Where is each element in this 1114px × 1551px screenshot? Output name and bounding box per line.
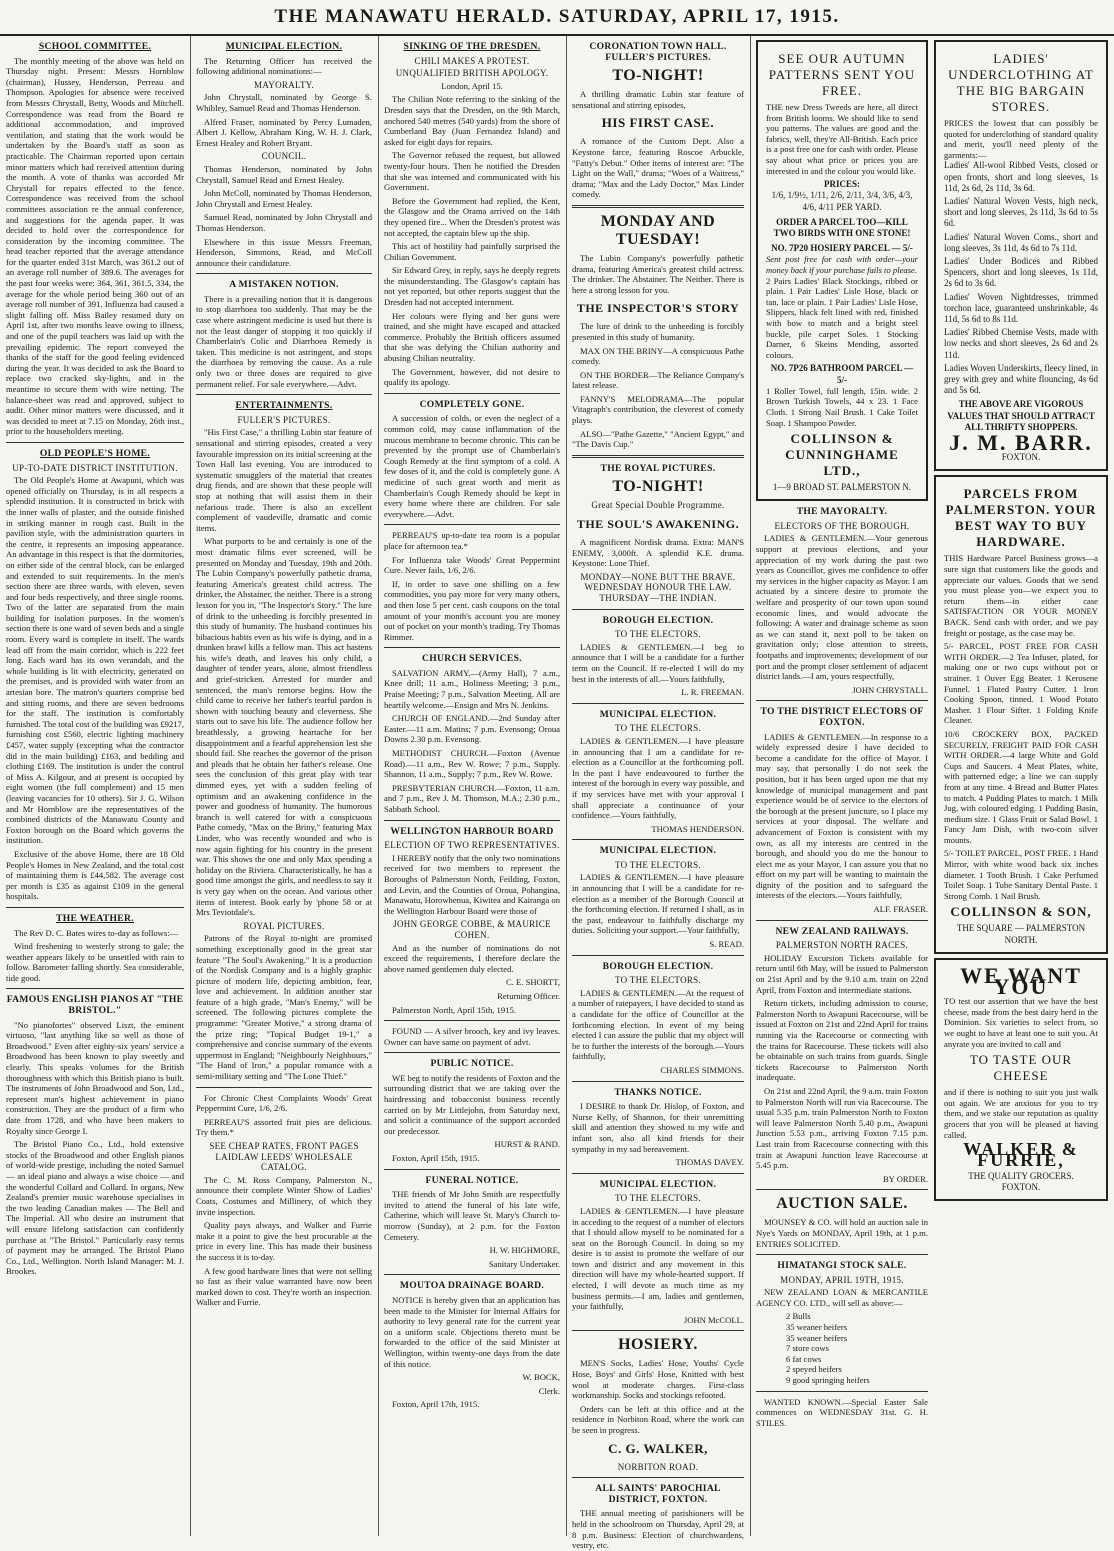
notice-signature: JOHN CHRYSTALL.: [852, 684, 928, 695]
advert-text: PRICES the lowest that can possibly be quoted for underclothing of standard quality and merit, you'll need plenty of the garments:—: [944, 118, 1098, 160]
list-item: 6 fat cows: [786, 1353, 822, 1364]
article-subheading: UNQUALIFIED BRITISH APOLOGY.: [395, 68, 549, 79]
notice-signature: Clerk.: [538, 1385, 560, 1396]
column-5: [756, 36, 928, 1536]
article-text: John McColl, nominated by Thomas Henderson, John Chrystall and Ernest Healey.: [196, 188, 372, 209]
stock-list: [756, 1311, 928, 1385]
advert-subheading: THE QUALITY GROCERS.: [968, 1170, 1074, 1181]
column-rule: [566, 36, 567, 1536]
masthead: THE MANAWATU HERALD. SATURDAY, APRIL 17, 1915.: [0, 0, 1114, 36]
advert-text: THE new Dress Tweeds are here, all direct from British looms. We should like to send you patterns. The values are good and the fabrics, well, they're All-British. Each price is a post free one for cash with order. Please say about what price or prices you are interested in and the colour you would like.: [766, 102, 918, 176]
advert-text: Orders can be left at this office and at the residence in Norbiton Road, where the work can be seen in progress.: [572, 1403, 744, 1435]
article-text: The Governor refused the request, but allowed twenty-four hours. Then he notified the Dresden that she was interned and communicated with his Government.: [384, 150, 560, 193]
article-text: The Bristol Piano Co., Ltd., hold extensive stocks of the Broadwood and other English pianos of world-wide prestige, including the noted Samuel — an ideal piano and always a wise choice — and the wonderful Collard and Collard. In organs, New Zealand's premier music warehouse specialises in the two leading Canadian makes — The Bell and The Imperial. All who desire an instrument that will ensure lifelong satisfaction can confidently purchase at "The Bristol." Particularly easy terms of payment may be arranged. The Bristol Piano Co., Ltd., Wellington. North Island Manager: M. J. Brookes.: [6, 1139, 184, 1277]
notice-heading: PUBLIC NOTICE.: [430, 1058, 514, 1070]
advert-text: and if there is nothing to suit you just walk out again. We are anxious for you to try them, and we stake our reputation as quality grocers that you will be pleased at having called.: [944, 1087, 1098, 1140]
notice-text: Return tickets, including admission to course, Palmerston North to Awapuni Racecourse, will be issued at Foxton on 21st and 22nd April for trains running via the Racecourse or connecting with the trains for Racecourse. These tickets will also be obtainable on such trains from guards. Single tickets Racecourse to Palmerston North inadequate.: [756, 998, 928, 1083]
advert-text: 1 Roller Towel, full length, 15in. wide. 2 Brown Turkish Towels, 44 x 23. 1 Face Cloth. 1 Strong Nail Brush. 1 Cake Toilet Soap. 1 Shampoo Powder.: [766, 385, 918, 428]
article-text: "No pianofortes" observed Liszt, the eminent virtuoso, "last anything like so well as those of Broadwood." Even after eighty-six years' service a Broadwood has been known to play sweetly and clearly. This speaks volumes for the British thoroughness with which this British piano is built. The instruments of John Broadwood and Son, Ltd., represent man's highest achievement in piano construction. They are the product of a firm who date from 1728, and who have been makers to Royalty since George I.: [6, 1019, 184, 1136]
list-item: Ladies' Ribbed Chemise Vests, made with low necks and short sleeves, 2s 6d and 2s 11d.: [944, 327, 1098, 360]
advert-text: MOUNSEY & CO. will hold an auction sale in Nye's Yards on MONDAY, April 19th, at 1 p.m. ENTRIES SOLICITED.: [756, 1217, 928, 1249]
advert-text: PERREAU'S assorted fruit pies are delicious. Try them.*: [196, 1116, 372, 1138]
notice-signature: CHARLES SIMMONS.: [660, 1064, 744, 1075]
article-text: The Government, however, did not desire to qualify its apology.: [384, 366, 560, 388]
article-text: A few good hardware lines that were not selling so fast as their value warranted have now been marked down to cost. They're worth an inspection. Walker and Furrie.: [196, 1265, 372, 1308]
article-text: A succession of colds, or even the neglect of a common cold, may cause inflammation of the mucous membrane to become chronic. This can be prevented by the prompt use of Chamberlain's Cough Remedy at the first symptom of a cold. A few doses of it, and the cold is completely gone. A medicine of such great worth and merit as Chamberlain's Cough Remedy should be kept in every home where there are children. For sale everywhere.—Advt.: [384, 413, 560, 519]
notice-subheading: TO THE ELECTORS.: [614, 859, 702, 870]
list-item: 9 good springing heifers: [786, 1375, 870, 1386]
article-heading: THE WEATHER.: [56, 912, 134, 924]
article-heading: FAMOUS ENGLISH PIANOS AT "THE BRISTOL.": [6, 994, 184, 1017]
notice-text: NOTICE is hereby given that an application has been made to the Minister for Internal Affairs for authority to levy general rate for the current year on a uniform scale. Objections thereto must be forwarded to the office of the said Minister at Wellington, within twenty-one days from the date of this notice.: [384, 1294, 560, 1369]
advert-address: FOXTON.: [1001, 1181, 1041, 1192]
advert-headline: PARCELS FROM PALMERSTON. YOUR BEST WAY TO BUY HARDWARE.: [945, 486, 1097, 550]
dateline: London, April 15.: [441, 80, 503, 91]
article-text: METHODIST CHURCH.—Foxton (Avenue Road).—11 a.m., Rev W. Rowe; 7 p.m., Supply. Shannon, 11 a.m., Supply; 7 p.m., Rev W. Rowe.: [384, 748, 560, 780]
notice-heading: MUNICIPAL ELECTION.: [599, 708, 717, 720]
advert-headline: HOSIERY.: [618, 1336, 698, 1354]
notice-text: LADIES & GENTLEMEN.—I have pleasure in announcing that I will be a candidate for re-election as a member of the Borough Council at the forthcoming election. If returned I shall, as in the past, endeavour to faithfully discharge my duties. Soliciting your support.—Your faithfully,: [572, 872, 744, 936]
article-text: Quality pays always, and Walker and Furrie make it a point to give the best procurable at the price in every line. This has made their business the success it is to-day.: [196, 1220, 372, 1262]
advert-tagline: THE ABOVE ARE VIGOROUS VALUES THAT SHOULD ATTRACT ALL THRIFTY SHOPPERS.: [947, 399, 1095, 432]
notice-subheading: PALMERSTON NORTH RACES.: [775, 940, 909, 951]
advert-heading: SEE CHEAP RATES, FRONT PAGES LAIDLAW LEEDS' WHOLESALE CATALOG.: [209, 1141, 359, 1173]
notice-text: THE friends of Mr John Smith are respectfully invited to attend the funeral of his late wife, Catherine, which will leave St. Mary's Church to-morrow (Sunday), at 2 p.m. for the Foxton Cemetery.: [384, 1189, 560, 1242]
notice-text: WANTED KNOWN.—Special Easter Sale commences on WEDNESDAY 31st. G. H. STILES.: [756, 1396, 928, 1428]
advert-text: 2 Pairs Ladies' Black Stockings, ribbed or plain. 1 Pair Ladies' Lisle Hose, black or tan, lace or plain. 1 Pair Ladies' Lisle Hose, Slippers, black felt lined with red, finished with bow to match and a bright steel buckle, pile carpet Soles. 1 Stocking Darner, 6 Skeins Mending, assorted colours.: [766, 275, 918, 360]
article-text: John Chrystall, nominated by George S. Whibley, Samuel Read and Thomas Henderson.: [196, 92, 372, 113]
notice-signature: JOHN McCOLL.: [683, 1314, 744, 1325]
advert-address: THE SQUARE — PALMERSTON NORTH.: [956, 923, 1086, 945]
advert-text: ON THE BORDER—The Reliance Company's latest release.: [572, 369, 744, 391]
article-subheading: FULLER'S PICTURES.: [237, 414, 331, 425]
notice-signature: BY ORDER.: [882, 1173, 928, 1184]
notice-signature: L. R. FREEMAN.: [681, 687, 744, 698]
notice-text: WE beg to notify the residents of Foxton and the surrounding district that we are taking over the hairdressing and tobacconist business recently carried on by Mr Littlejohn, from Saturday next, and solicit a continuance of the support accorded our predecessor.: [384, 1072, 560, 1136]
ladies-underclothing-advert: [934, 40, 1108, 471]
notice-text: FOUND — A silver brooch, key and ivy leaves. Owner can have same on payment of advt.: [384, 1026, 560, 1047]
advert-text: Sent post free for cash with order—your money back if your purchase fails to please.: [766, 254, 918, 275]
advert-text: A thrilling dramatic Lubin star feature of sensational and stirring episodes,: [572, 89, 744, 110]
notice-subheading: TO THE ELECTORS.: [614, 1193, 702, 1204]
notice-signature: W. BOCK,: [522, 1372, 560, 1383]
notice-text: LADIES & GENTLEMEN.—Your generous support at previous elections, and your appreciation of my work during the past two years as Councillor, gives me confidence to offer my services in the higher capacity as Mayor. I am actuated by a sincere desire to promote the welfare and prosperity of our town upon sound economic lines, and would advocate the following: A water and drainage scheme as soon as we can stand it, next poll to be taken on gravitation only; close attention to streets, footpaths and improvements; development of our port and the prompt closer settlement of adjacent district lands.—I am, yours respectfully,: [756, 533, 928, 682]
notice-subheading: TO THE ELECTORS.: [614, 723, 702, 734]
advert-headline: WE WANT YOU: [960, 962, 1082, 1000]
list-item: 2 Bulls: [786, 1311, 811, 1322]
notice-heading: THANKS NOTICE.: [614, 1086, 702, 1098]
advert-name: J. M. BARR.: [949, 430, 1093, 456]
notice-signature: H. W. HIGHMORE,: [489, 1245, 560, 1256]
advert-name: C. G. WALKER,: [608, 1440, 708, 1456]
advert-text: The Lubin Company's powerfully pathetic drama, featuring America's greatest child actress. The drinker. The Abstainer. The Neither. There is here a strong lesson for you.: [572, 252, 744, 295]
advert-name: COLLINSON & CUNNINGHAME LTD.,: [785, 431, 899, 479]
advert-text: MONDAY—NONE BUT THE BRAVE. WEDNESDAY HONOUR THE LAW. THURSDAY—THE INDIAN.: [580, 571, 736, 603]
article-heading: SCHOOL COMMITTEE.: [38, 41, 152, 52]
article-subheading: COUNCIL.: [261, 151, 307, 162]
column-1: [6, 36, 184, 1536]
article-heading: SINKING OF THE DRESDEN.: [403, 41, 541, 52]
list-item: Ladies' Woven Nightdresses, trimmed torchon lace, guaranteed unshrinkable, 4s 11d, 5s 6d to 8s 11d.: [944, 291, 1098, 325]
notice-signature: ALF. FRASER.: [873, 904, 928, 915]
advert-headline: LADIES' UNDERCLOTHING AT THE BIG BARGAIN STORES.: [948, 51, 1094, 114]
advert-text: For Chronic Chest Complaints Woods' Great Peppermint Cure, 1/6, 2/6.: [196, 1092, 372, 1114]
advert-address: FOXTON.: [1001, 452, 1041, 463]
notice-names: JOHN GEORGE COBBE, & MAURICE COHEN.: [393, 919, 551, 940]
advert-headline: TO TASTE OUR CHEESE: [969, 1052, 1073, 1084]
article-text: CHURCH OF ENGLAND.—2nd Sunday after Easter.—11 a.m. Matins; 7 p.m. Evensong; Oroua Downs 2.30 p.m. Evensong.: [384, 713, 560, 745]
article-subheading: MAYORALTY.: [254, 79, 314, 90]
notice-subheading: TO THE ELECTORS.: [614, 975, 702, 986]
column-4: [572, 36, 744, 1551]
article-subheading: ROYAL PICTURES.: [243, 920, 325, 931]
advert-address: NORBITON ROAD.: [617, 1461, 699, 1472]
advert-text: A romance of the Custom Dept. Also a Keystone farce, featuring Roscoe Arbuckle, "Fatty's Debut." Other items of interest are: "The Light on the Wall," drama; "Woes of a Waitress," drama; "Max and the Lady Doctor," Max Linder comedy.: [572, 136, 744, 200]
article-heading: OLD PEOPLE'S HOME.: [39, 447, 151, 459]
advert-text: MAX ON THE BRINY—A conspicuous Pathe comedy.: [572, 345, 744, 367]
advert-text: THIS Hardware Parcel Business grows—a sure sign that customers like the goods and appreciate our values. Goods that we send you must please you—we expect you to return them—in either case SATISFACTION OR YOUR MONEY BACK. Send cash with order, and we pay freight or postage, as the case may be.: [944, 553, 1098, 638]
list-item: 2 speyed heifers: [786, 1364, 842, 1375]
article-text: Wind freshening to westerly strong to gale; the weather appears likely to be unsettled with rain to follow. Barometer falling shortly. Sea considerable, tide good.: [6, 941, 184, 983]
notice-date: Foxton, April 17th, 1915.: [392, 1399, 480, 1410]
article-text: The C. M. Ross Company, Palmerston N., announce their complete Winter Show of Ladies' Coats, Costumes and Millinery, of which they invite inspection.: [196, 1174, 372, 1217]
notice-text: HOLIDAY Excursion Tickets available for return until 6th May, will be issued to Palmerston on 21st April and by the 9.10 a.m. train on 22nd April, from Foxton and intermediate stations.: [756, 952, 928, 995]
list-item: Ladies' All-wool Ribbed Vests, closed or open fronts, short and long sleeves, 1s 11d, 2s 6d, 2s 11d, 3s 6d.: [944, 160, 1098, 193]
prices-list: 1/6, 1/9½, 1/11, 2/6, 2/11, 3/4, 3/6, 4/3, 4/6, 4/11 PER YARD.: [771, 190, 913, 212]
advert-text: MEN'S Socks, Ladies' Hose, Youths' Cycle Hose, Boys' and Girls' Hose, Knitted with best wool at moderate charges. First-class workmanship. Socks and stockings refooted.: [572, 1358, 744, 1401]
advert-subheading: Great Special Double Programme.: [591, 500, 725, 511]
column-3: [384, 36, 560, 1536]
notice-subheading: ELECTION OF TWO REPRESENTATIVES.: [384, 840, 560, 851]
notice-text: LADIES & GENTLEMEN.—I beg to announce that I will be a candidate for a further term on the Council. If re-elected I will do my best in the interests of all.—Yours faithfully,: [572, 641, 744, 684]
column-6: [934, 36, 1108, 1536]
prices-label: PRICES:: [823, 179, 860, 190]
advert-text: ALSO—"Pathe Gazette," "Ancient Egypt," and "The Davis Cup.": [572, 428, 744, 450]
notice-heading: NEW ZEALAND RAILWAYS.: [775, 925, 909, 937]
advert-headline: THE INSPECTOR'S STORY: [576, 301, 740, 316]
article-text: Patrons of the Royal to-night are promised something exceptionally good in the great star feature "The Soul's Awakening." It is a production of the Nordisk Company and is a highly graphic picture of modern life, depicting ambition, fear, love and achievement. In addition another star feature of a high grade, "Man's Enemy," will be screened. The following pictures complete the programme: "Greater Motive," a strong drama of the prize ring; "Topical Budget 19-1," a comprehensive and concise summary of the events uppermost in England; "Neighbourly Neighbours," "The Hand of Iron," a popular romance with a semi-military setting and "The Lone Thief.": [196, 933, 372, 1082]
notice-text: LADIES & GENTLEMEN.—I have pleasure in acceding to the request of a number of electors that I should allow myself to be nominated for a seat on the Borough Council. In doing so my desire is to assist to promote the welfare of our town and district and any movement in this direction will have my whole-hearted support. If elected, I will devote as much time as my business permits.—I am, ladies and gentlemen, your faithfully,: [572, 1205, 744, 1312]
spacer: [572, 36, 573, 37]
article-text: What purports to be and certainly is one of the most dramatic films ever screened, will be presented on Monday and Tuesday, 19th and 20th. The Lubin Company's powerfully pathetic drama, featuring America's greatest child actress. The drinker, the Abstainer, the neither. There is a strong lesson for you in, "The Inspector's Story." The lure of drink to the unheeding is forcibly presented in this study of humanity. The husband continues his bibacious habits even as his wife is dying, and in a drunken brawl kills a fellow man. This act hastens his wife's death, and leaves his only child, a daughter of tender years, alone, almost friendless and grief-stricken. Arrested for murder and sentenced, the man's remorse begins. How the child came to receive her father's tearful pardon is shown with touching beauty and cleverness. She starts out to save his life. The audience follow her breathlessly, a growing heartache for her disappointment and a fearful apprehension lest she should fail. She reaches the governor of the prison and pleads that he obtain her father's release. One sees the conclusion of this great play with tear dimmed eyes, yet with a sudden feeling of optimism and an awakening confidence in the power and goodness of humanity. The humorous branch is well catered for with a conspicuous Pathe comedy, "Max on the Briny," featuring Max Linder, who was recently wounded and who is now again fighting for his country in the present war. This shows the one and only Max spending a holiday on the Riviera. Characteristically, he has a good time amongst the girls, and needless to say it is very gay when on the ocean. And various other items of interest. Book early by 'phone 58 or at Mrs Teviotdale's.: [196, 536, 372, 918]
advert-heading: CORONATION TOWN HALL. FULLER'S PICTURES.: [589, 41, 727, 63]
advert-text: If, in order to save one shilling on a few commodities, you pay more for very many others, and then lose 5 per cent. cash coupons on the total amount of your month's account you are money out of pocket on your month's trading. Try Thomas Rimmer.: [384, 578, 560, 642]
article-text: Samuel Read, nominated by John Chrystall and Thomas Henderson.: [196, 212, 372, 233]
notice-text: NEW ZEALAND LOAN & MERCANTILE AGENCY CO. LTD., will sell as above:—: [756, 1287, 928, 1308]
advert-heading: THE ROYAL PICTURES.: [600, 462, 716, 474]
list-item: Ladies' Natural Woven Coms., short and long sleeves, 3s 11d, 4s 6d to 7s 11d.: [944, 231, 1098, 253]
notice-heading: BOROUGH ELECTION.: [602, 614, 714, 626]
notice-subheading: TO THE ELECTORS.: [614, 629, 702, 640]
notice-date: Foxton, April 15th, 1915.: [392, 1153, 480, 1164]
column-rule: [378, 36, 379, 1536]
advert-text: 5/- TOILET PARCEL, POST FREE. 1 Hand Mirror, with white wood back six inches diameter. 1 Tooth Brush. 1 Cake Perfumed Toilet Soap. 1 Tube Sanitary Dental Paste. 1 Strong Comb. 1 Nail Brush.: [944, 848, 1098, 901]
advert-address: 1—9 BROAD ST. PALMERSTON N.: [772, 482, 912, 493]
article-subheading: UP-TO-DATE DISTRICT INSTITUTION.: [12, 462, 178, 473]
advert-text: A magnificent Nordisk drama. Extra: MAN'S ENEMY, 3,000ft. A splendid K.E. drama. Keystone: Lone Thief.: [572, 537, 744, 569]
article-text: This act of hostility had painfully surprised the Chilian Government.: [384, 241, 560, 262]
advert-text: For Influenza take Woods' Great Peppermint Cure. Never fails, 1/6, 2/6.: [384, 554, 560, 576]
column-2: [196, 36, 372, 1536]
advert-headline: HIS FIRST CASE.: [601, 115, 715, 131]
notice-heading: MOUTOA DRAINAGE BOARD.: [399, 1280, 545, 1292]
article-text: The Returning Officer has received the following additional nominations:—: [196, 55, 372, 77]
notice-heading: MUNICIPAL ELECTION.: [599, 845, 717, 857]
advert-name: COLLINSON & SON,: [950, 904, 1092, 920]
advert-headline: TO-NIGHT!: [612, 478, 704, 496]
article-heading: CHURCH SERVICES.: [422, 653, 522, 665]
notice-heading: BOROUGH ELECTION.: [602, 960, 714, 972]
article-heading: A MISTAKEN NOTION.: [229, 279, 339, 291]
article-text: The Chilian Note referring to the sinking of the Dresden says that the Dresden, on the 9th March, anchored 540 metres (540 yards) from the shore of Cumberland Bay (Juan Fernandez Island) and asked for eight days for repairs.: [384, 94, 560, 147]
article-text: Alfred Fraser, nominated by Percy Lumaden, Albert J. Kellow, Abraham King, W. H. J. Clark, Ernest Healey and Robert Bryant.: [196, 116, 372, 148]
cheese-advert: [934, 958, 1108, 1201]
advert-name: WALKER & FURRIE,: [963, 1139, 1079, 1171]
notice-heading: THE MAYORALTY.: [796, 506, 888, 518]
list-item: Ladies Woven Underskirts, fleecy lined, in grey with grey and white flouncing, 4s 6d and 5s 6d.: [944, 362, 1098, 396]
hardware-parcels-advert: [934, 475, 1108, 953]
article-text: Sir Edward Grey, in reply, says he deeply regrets the misunderstanding. The Glasgow's captain has not yet reported, but other reports suggest that the Dresden had not accepted internment.: [384, 265, 560, 308]
notice-text: THE annual meeting of parishioners will be held in the schoolroom on Thursday, April 29, at 8 p.m. Business: Election of churchwardens, vestry, etc.: [572, 1508, 744, 1551]
notice-text: On 21st and 22nd April, the 9 a.m. train Foxton to Palmerston North will run via Racecourse. The usual 5.35 p.m. train Palmerston North to Foxton will leave Palmerston North 5.40 p.m., Awapuni Junction 5.53 p.m., arriving Foxton 7.15 p.m. Last train from Racecourse connecting with this train at Awapuni Junction leave Racecourse at 5.45 p.m.: [756, 1085, 928, 1171]
notice-signature: THOMAS DAVEY.: [675, 1157, 744, 1168]
article-text: Her colours were flying and her guns were trained, and she might have escaped and attacked commerce. Probably the British officers assumed that she was defying the Chilian authority and abusing Chilian neutrality.: [384, 310, 560, 364]
article-text: Exclusive of the above Home, there are 18 Old People's Homes in New Zealand, and the total cost of maintaining them is £44,582. The average cost per month is £35 as against £109 in the general hospitals.: [6, 848, 184, 902]
advert-headline: MONDAY AND TUESDAY!: [600, 212, 716, 248]
article-text: The monthly meeting of the above was held on Thursday night. Present: Messrs Hornblow (chairman), Hussey, Henderson, Perreau and Thompson. Apologies for absence were received from Messrs Chrystall, Betty, Woods and Mitchell. Correspondence was read from the Board re additional accommodation, and improved ventilation, and stating that the work would be undertaken by the Board's staff as soon as practicable. The Chairman reported upon certain minor matters which had received attention during the month. A vote of thanks was accorded Mr Chrystall for repairs effected to the fence. Correspondence was received from the school committees association re the annual conference, and suggestions for the agenda paper. It was decided to hold over the correspondence for consideration by the incoming committee. The head teacher reported that the average attendance for the quarter ended 31st March, was 361.2 out of an average roll number of 389.6. The averages for the past four weeks were: 364, 361, 361.5, 334, the average for the whole period being 360 out of an average roll number of 391. Influenza had caused a slight falling off. Miss Bailey resumed duty on April 1st, after two months leave owing to illness, and one of the pupil teachers was laid up with the prevailing epidemic. The report conveyed the thanks of the staff for the good feeling evidenced during the year. It was decided to ask the Board to replace two cracked sky-lights, and in the meantime to secure them with wire netting. The balance-sheet was read and approved, subject to audit. Other minor matters were discussed, and it was decided to meet at 7.15 on Monday, 26th inst., prior to the householders meeting.: [6, 55, 184, 437]
advert-text: FANNY'S MELODRAMA—The popular Vitagraph's contribution, the cleverest of comedy plays.: [572, 393, 744, 426]
list-item: 7 store cows: [786, 1343, 829, 1354]
article-text: "His First Case," a thrilling Lubin star feature of sensational and stirring episodes, created a very favourable impression on its initial screening at the Town Hall last evening. You are introduced to systematic smugglers of the material that creates drug fiends, and are shown that these people will stop at nothing that will assist them in their nefarious trade. There is also an excellent complement of vaudeville, dramatic and comic items.: [196, 427, 372, 533]
notice-signature: C. E. SHORTT,: [506, 977, 560, 988]
notice-heading: ALL SAINTS' PAROCHIAL DISTRICT, FOXTON.: [595, 1483, 721, 1505]
notice-text: LADIES & GENTLEMEN.—In response to a widely expressed desire I have decided to become a candidate for the office of Mayor. I may say, that personally I do not seek the position, but it has been urged upon me that my knowledge of municipal management and past experience would be of service to the electors of the borough at the present juncture, so I place my services at your disposal. The welfare and advancement of Foxton is consistent with my own, as all my interests are centred in the borough, and should you do me the honour to elect me as your Mayor, I can assure you that no effort on my part will be wanting to maintain the dignity of the position and to safeguard the interests of the electors.—Yours faithfully,: [756, 731, 928, 901]
list-item: Ladies' Under Bodices and Ribbed Spencers, short and long sleeves, 1s 11d, 2s 6d to 3s 6d.: [944, 256, 1098, 289]
autumn-patterns-advert: [756, 40, 928, 501]
article-text: Elsewhere in this issue Messrs Freeman, Henderson, Simmons, Read, and McColl announce their candidature.: [196, 236, 372, 268]
notice-text: I DESIRE to thank Dr. Hislop, of Foxton, and Nurse Kelly, of Shannon, for their unremitting skill and attention they showed to my wife and infant son, also all kind friends for their sympathy in my sad bereavement.: [572, 1101, 744, 1154]
article-text: SALVATION ARMY.—(Army Hall), 7 a.m., Knee drill; 11 a.m., Holiness Meeting; 3 p.m., Praise Meeting; 7 p.m., Salvation Meeting. All are heartily welcome.—Ensign and Mrs N. Jenkins.: [384, 667, 560, 710]
advert-text: ORDER A PARCEL TOO—KILL TWO BIRDS WITH ONE STONE!: [773, 216, 911, 238]
notice-heading: MUNICIPAL ELECTION.: [599, 1178, 717, 1190]
notice-signature: Sanitary Undertaker.: [488, 1258, 560, 1269]
notice-signature: Returning Officer.: [497, 990, 560, 1001]
notice-signature: S. READ.: [709, 939, 744, 950]
advert-text: TO test our assertion that we have the best cheese, made from the best dairy herd in the Dominion. Six varieties to select from, so we ought to have at least one to suit you. At anyrate you are invited to call and: [944, 996, 1098, 1049]
column-rule: [190, 36, 191, 1536]
notice-text: LADIES & GENTLEMEN.—I have pleasure in announcing that I am a candidate for re-election as a Councillor at the forthcoming poll. In the past I have endeavoured to further the interest of the borough in every way possible, and if my services have met with your approval I shall appreciate a continuance of your confidence.—Yours faithfully,: [572, 735, 744, 821]
article-text: The Rev D. C. Bates wires to-day as follows:—: [14, 927, 179, 938]
advert-text: The lure of drink to the unheeding is forcibly presented in this study of humanity.: [572, 321, 744, 342]
notice-signature: HURST & RAND.: [494, 1139, 560, 1150]
advert-headline: THE SOUL'S AWAKENING.: [576, 517, 740, 532]
notice-heading: FUNERAL NOTICE.: [425, 1174, 519, 1186]
article-text: The Old People's Home at Awapuni, which was opened officially on Thursday, is in all respects a splendid institution. It is constructed in brick with the inner walls of plaster, and the outside finished in striking manner in rough cast. Built in the pavilion style, with the administration quarters in the centre, it represents an imposing appearance. An advantage in this respect is that the dormitories, on either side of the central block, can be enlarged and extended to suit requirements. In the men's section there are three wards, with eleven, seven and four beds respectively, and three single rooms. Two of the latter are separated from the main building for isolation purposes. In the women's section there is one ward of seven beds and a single room. Every ward is complete in itself. The wards lead off from the main corridor, which is 222 feet long. Each ward has its own verandah, and the whole building is lit with electricity, generated on the premises, and is provided with water from an artesian bore. The matron's quarters comprise bed and sitting rooms, and there are seven bedrooms for the staff. The institution is comfortably furnished. The total cost of the building was £9217, furnishing cost £560, electric lighting machinery £457, water supply (excepting what the contractor did in the main building) £163, and bedding and clothing £169. The institution is under the control of Miss A. Kilgour, and at present is occupied by eight women (the full complement) and 15 men (leaving vacancies for 10 others). Sir J. G. Wilson and Mr Hornblow are the representatives of the combined districts of the Manawatu County and Foxton borough on the Board which governs the institution.: [6, 475, 184, 846]
notice-heading: WELLINGTON HARBOUR BOARD: [390, 825, 554, 837]
list-item: 35 weaner heifers: [786, 1332, 848, 1343]
article-heading: MUNICIPAL ELECTION.: [225, 41, 343, 52]
article-text: There is a prevailing notion that it is dangerous to stop diarrhoea too suddenly. That may be the case where astringent medicine is used but there is not the least danger of stopping it too quickly if Chamberlain's Colic and Diarrhoea Remedy is taken. This medicine is not astringent, and stops the diarrhoea by removing the cause. As a rule only two or three doses are required to give permanent relief. For sale everywhere.—Advt.: [196, 293, 372, 389]
notice-text: LADIES & GENTLEMEN.—At the request of a number of ratepayers, I have decided to stand as a candidate for the office of Councillor at the forthcoming election. In event of my being elected I can assure the public that my object will be to further the interests of the borough.—Yours faithfully,: [572, 987, 744, 1062]
list-item: 35 weaner heifers: [786, 1322, 848, 1333]
notice-heading: HIMATANGI STOCK SALE.: [777, 1260, 907, 1272]
parcel-heading: NO. 7P26 BATHROOM PARCEL — 5/-: [770, 363, 914, 385]
notice-subheading: MONDAY, APRIL 19TH, 1915.: [780, 1274, 904, 1285]
article-subheading: CHILI MAKES A PROTEST.: [414, 55, 530, 66]
article-text: Before the Government had replied, the Kent, the Glasgow and the Orama arrived on the 14th they opened fire... When the Dresden's protest was not accepted, the captain blew up the ship.: [384, 195, 560, 238]
article-heading: ENTERTAINMENTS.: [235, 400, 333, 412]
list-item: Ladies' Natural Woven Vests, high neck, short and long sleeves, 2s 11d, 3s 6d to 5s 6d.: [944, 195, 1098, 229]
notice-subheading: ELECTORS OF THE BOROUGH.: [774, 520, 910, 531]
notice-text: And as the number of nominations do not exceed the requirements, I therefore declare the above named gentlemen duly elected.: [384, 942, 560, 974]
parcel-heading: NO. 7P20 HOSIERY PARCEL — 5/-: [771, 243, 913, 254]
article-text: PRESBYTERIAN CHURCH.—Foxton, 11 a.m. and 7 p.m., Rev J. M. Thomson, M.A.; 2.30 p.m., Sabbath School.: [384, 782, 560, 814]
advert-headline: SEE OUR AUTUMN PATTERNS SENT YOU FREE.: [768, 51, 916, 98]
advert-headline: AUCTION SALE.: [776, 1195, 908, 1213]
advert-headline: TO-NIGHT!: [612, 67, 704, 85]
notice-text: I HEREBY notify that the only two nominations received for two members to represent the Boroughs of Palmerston North, Feilding, Foxton, and Levin, and the Counties of Oroua, Pohangina, Manawatu, Horowhenua, Kiwitea and Kairanga on the Wellington Harbour Board were those of: [384, 852, 560, 916]
article-text: Thomas Henderson, nominated by John Chrystall, Samuel Read and Ernest Healey.: [196, 163, 372, 185]
advert-text: PERREAU'S up-to-date tea room is a popular place for afternoon tea.*: [384, 530, 560, 551]
notice-signature: THOMAS HENDERSON.: [651, 823, 744, 834]
column-rule: [750, 36, 751, 1536]
notice-heading: TO THE DISTRICT ELECTORS OF FOXTON.: [760, 706, 924, 728]
advert-text: 5/- PARCEL, POST FREE FOR CASH WITH ORDER.—2 Tea Infuser, plated, for making one or two cups without pot or strainer. 1 Ouver Egg Beater. 1 Kerosene Funnel. 1 Fluted Pastry Cutter. 1 Iron Cooking Spoon, tinned. 1 Wood Potato Masher. 1 Flour Sifter. 1 Folding Knife Cleaner.: [944, 641, 1098, 726]
article-heading: COMPLETELY GONE.: [419, 398, 525, 410]
advert-text: 10/6 CROCKERY BOX, PACKED SECURELY, FREIGHT PAID FOR CASH WITH ORDER.—4 large White and Gold Cups and Saucers. 4 Meat Plates, white, with patterned edge; a line we can supply from at any time. 4 Bread and Butter Plates to match. 4 Pudding Plates to match. 1 Milk Jug, with coloured edging. 1 Pudding Basin, medium size. 1 Glass Fruit or Salad Bowl. 1 Fancy Jam Dish, with two-coin silver mounts.: [944, 728, 1098, 845]
notice-date: Palmerston North, April 15th, 1915.: [392, 1004, 516, 1015]
